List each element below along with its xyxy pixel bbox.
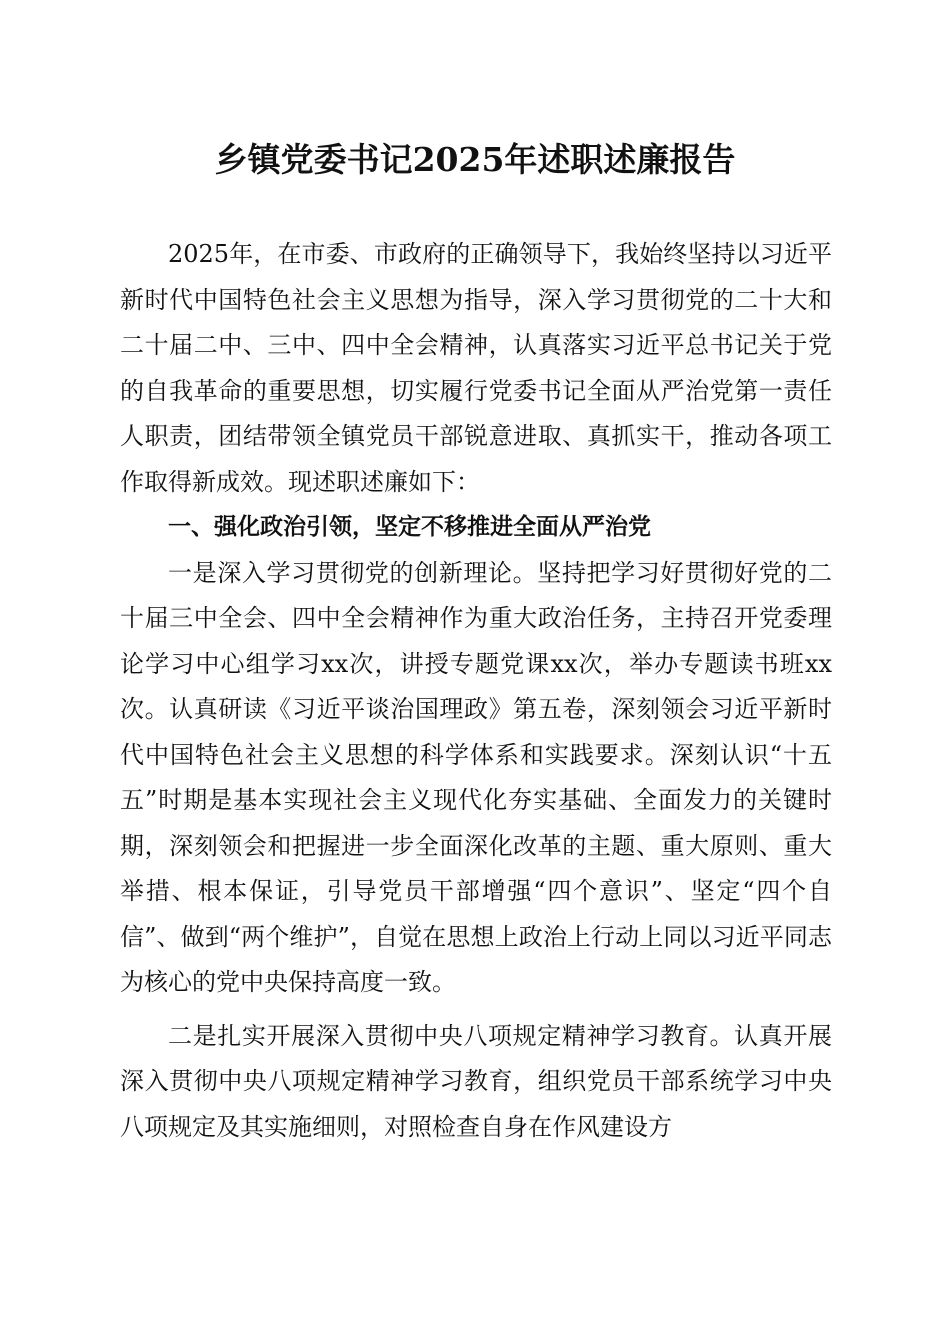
section-1-item-1-paragraph xyxy=(120,551,832,1006)
document-body xyxy=(120,232,832,1150)
intro-paragraph: 2025年，在市委、市政府的正确领导下，我始终坚持以习近平新时代中国特色社会主义思想为指导，深入学习贯彻党的二十大和二十届二中、三中、四中全会精神，认真落实习近平总书记关于党的自我革命的重要思想，切实履行党委书记全面从严治党第一责任人职责，团结带领全镇党员干部锐意进取、真抓实干，推动各项工作取得新成效。现述职述廉如下： xyxy=(120,240,832,496)
section-1-item-1-text: 坚持把学习好贯彻好党的二十届三中全会、四中全会精神作为重大政治任务，主持召开党委理论学习中心组学习xx次，讲授专题党课xx次，举办专题读书班xx次。认真研读《习近平谈治国理政》第五卷，深刻领会习近平新时代中国特色社会主义思想的科学体系和实践要求。深刻认识“十五五”时期是基本实现社会主义现代化夯实基础、全面发力的关键时期，深刻领会和把握进一步全面深化改革的主题、重大原则、重大举措、根本保证，引导党员干部增强“四个意识”、坚定“四个自信”、做到“两个维护”，自觉在思想上政治上行动上同以习近平同志为核心的党中央保持高度一致。 xyxy=(120,558,833,996)
section-1-item-2-lead: 二是扎实开展深入贯彻中央八项规定精神学习教育。 xyxy=(168,1021,735,1050)
section-1-item-2-paragraph xyxy=(120,1014,832,1151)
section-1-item-2-text: 认真开展深入贯彻中央八项规定精神学习教育，组织党员干部系统学习中央八项规定及其实施细则，对照检查自身在作风建设方 xyxy=(120,1021,833,1141)
document-title: 乡镇党委书记2025年述职述廉报告 xyxy=(214,140,736,179)
section-1-item-1-lead: 一是深入学习贯彻党的创新理论。 xyxy=(168,558,538,587)
section-1-heading: 一、强化政治引领，坚定不移推进全面从严治党 xyxy=(168,514,651,540)
